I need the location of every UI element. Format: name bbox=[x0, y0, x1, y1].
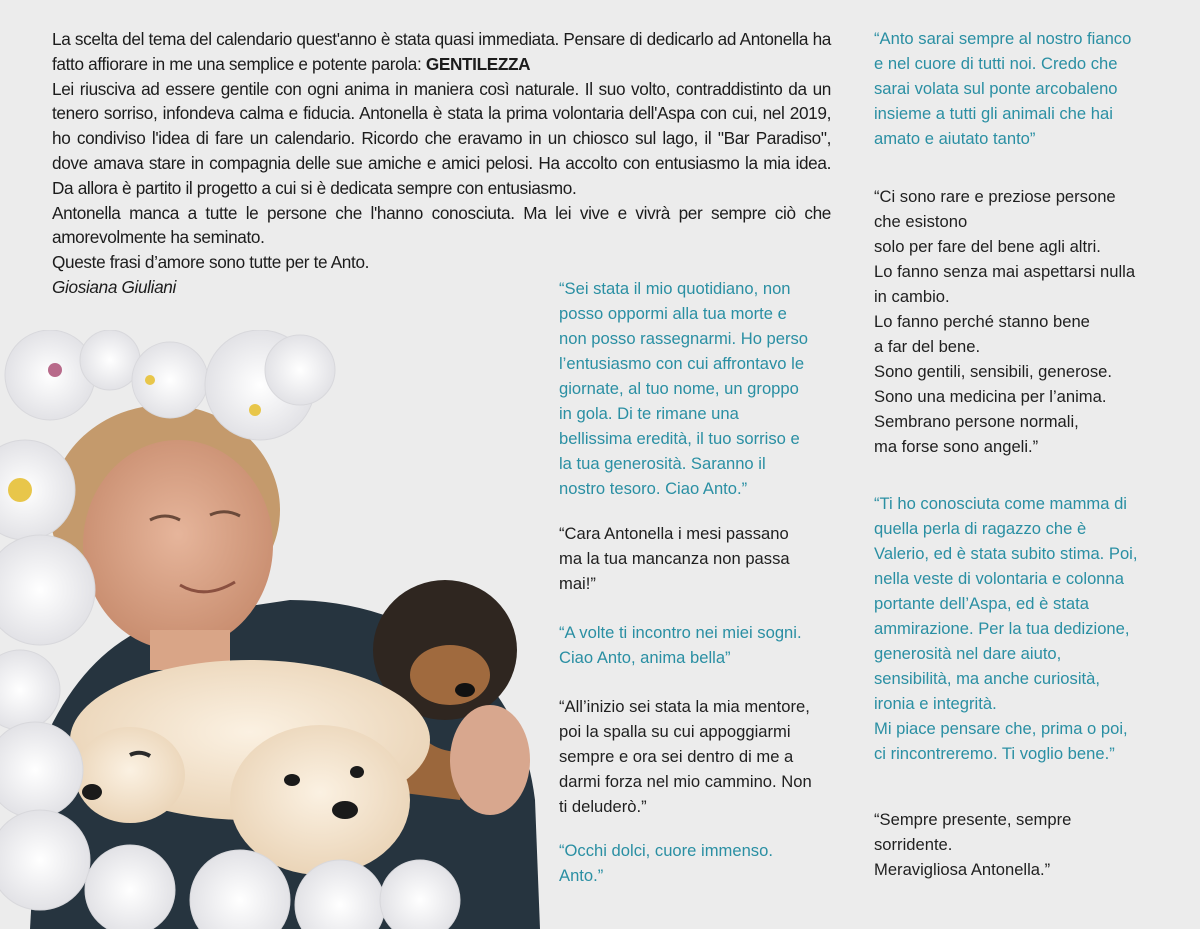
quote-middle-3: “A volte ti incontro nei miei sogni. Ciao Anto, anima bella” bbox=[559, 623, 802, 667]
quote-right-1: “Anto sarai sempre al nostro fianco e nel cuore di tutti noi. Credo che sarai volata sul ponte arcobaleno insieme a tutti gli animali che hai amato e aiutato tanto” bbox=[874, 29, 1132, 148]
signature: Giosiana Giuliani bbox=[52, 276, 176, 297]
keyword-gentilezza: GENTILEZZA bbox=[425, 53, 531, 74]
quote-middle-4: “All’inizio sei stata la mia mentore, poi la spalla su cui appoggiarmi sempre e ora sei dentro di me a darmi forza nel mio cammino. Non ti deluderò.” bbox=[559, 697, 812, 816]
quote-middle-1: “Sei stata il mio quotidiano, non posso oppormi alla tua morte e non posso rassegnarmi. Ho perso l’entusiasmo con cui affrontavo le giornate, al tuo nome, un groppo in gola. Di te rimane una bellissima eredità, il tuo sorriso e la tua generosità. Saranno il nostro tesoro. Ciao Anto.” bbox=[559, 279, 809, 498]
quote-right-3: “Ti ho conosciuta come mamma di quella perla di ragazzo che è Valerio, ed è stata subito stima. Poi, nella veste di volontaria e colonna portante dell’Aspa, ed è stata ammirazione. Per la tua dedizione, generosità nel dare aiuto, sensibilità, ma anche curiosità, ironia e integrità. Mi piace pensare che, prima o poi, ci rincontreremo. Ti voglio bene.” bbox=[874, 494, 1138, 763]
intro-paragraph-3: Antonella manca a tutte le persone che l'hanno conosciuta. Ma lei vive e vivrà per sempre ciò che amorevolmente ha seminato. bbox=[52, 202, 831, 248]
quote-middle-2: “Cara Antonella i mesi passano ma la tua mancanza non passa mai!” bbox=[559, 524, 790, 593]
memorial-photo bbox=[0, 330, 545, 929]
quote-middle-5: “Occhi dolci, cuore immenso. Anto.” bbox=[559, 841, 773, 885]
intro-text bbox=[52, 27, 831, 300]
quote-right-2: “Ci sono rare e preziose persone che esistono solo per fare del bene agli altri. Lo fanno senza mai aspettarsi nulla in cambio. Lo fanno perché stanno bene a far del bene. Sono gentili, sensibili, generose. Sono una medicina per l’anima. Sembrano persone normali, ma forse sono angeli.” bbox=[874, 187, 1136, 456]
quote-right-4: “Sempre presente, sempre sorridente. Meravigliosa Antonella.” bbox=[874, 810, 1072, 879]
intro-paragraph-1 bbox=[52, 27, 831, 77]
face bbox=[83, 440, 273, 650]
intro-p1-text: La scelta del tema del calendario quest'anno è stata quasi immediata. Pensare di dedicarlo ad Antonella ha fatto affiorare in me una semplice e potente parola: bbox=[52, 29, 831, 74]
intro-paragraph-4: Queste frasi d’amore sono tutte per te Anto. bbox=[52, 252, 370, 273]
intro-paragraph-2: Lei riusciva ad essere gentile con ogni anima in maniera così naturale. Il suo volto, contraddistinto da un tenero sorriso, infondeva calma e fiducia. Antonella è stata la prima volontaria dell'Aspa con cui, nel 2019, ho condiviso l'idea di fare un calendario. Ricordo che eravamo in un chiosco sul lago, il "Bar Paradiso", dove amava stare in compagnia delle sue amiche e amici pelosi. Ha accolto con entusiasmo la mia idea. Da allora è partito il progetto a cui si è dedicata sempre con entusiasmo. bbox=[52, 78, 831, 198]
